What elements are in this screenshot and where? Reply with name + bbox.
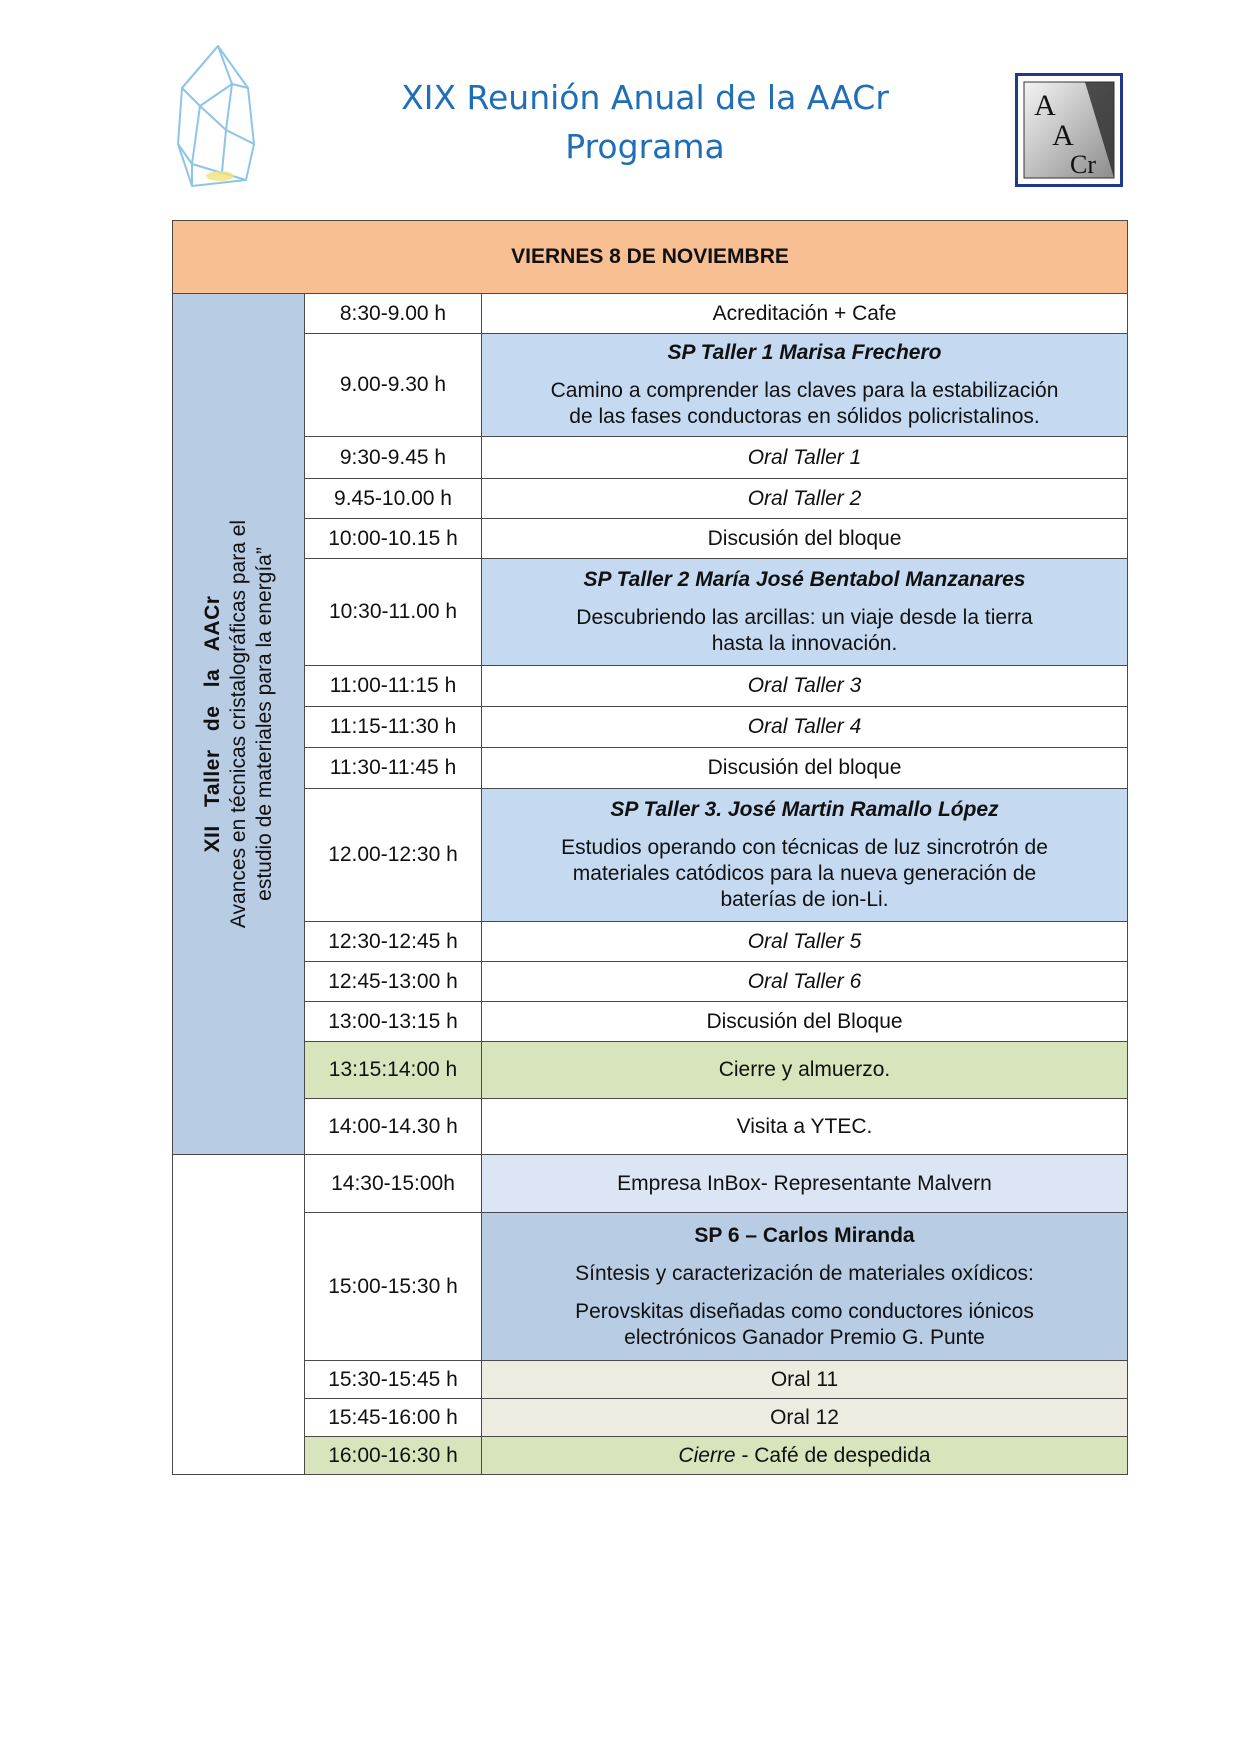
time-cell: 10:30-11.00 h [305, 559, 482, 666]
table-row [173, 666, 1128, 707]
table-row [173, 1399, 1128, 1437]
workshop-sidebar [173, 294, 305, 1155]
time-cell: 9.45-10.00 h [305, 479, 482, 519]
session-desc: baterías de ion-Li. [720, 888, 889, 911]
workshop-subtitle-line2: estudio de materiales para la energía” [252, 547, 276, 901]
session-title: SP Taller 2 María José Bentabol Manzanares [583, 568, 1026, 591]
activity-cell: Acreditación + Cafe [482, 294, 1128, 334]
time-cell: 14:30-15:00h [305, 1155, 482, 1213]
time-cell: 11:00-11:15 h [305, 666, 482, 707]
table-row [173, 1042, 1128, 1099]
activity-cell: Oral Taller 4 [482, 707, 1128, 748]
time-cell: 10:00-10.15 h [305, 519, 482, 559]
page-title: XIX Reunión Anual de la AACr [401, 78, 889, 117]
table-row [173, 1213, 1128, 1361]
table-row [173, 1437, 1128, 1475]
activity-cell: Oral Taller 1 [482, 437, 1128, 479]
activity-cell: Cierre y almuerzo. [482, 1042, 1128, 1099]
table-row [173, 922, 1128, 962]
time-cell: 12.00-12:30 h [305, 789, 482, 922]
time-cell: 16:00-16:30 h [305, 1437, 482, 1475]
activity-cell: Discusión del bloque [482, 748, 1128, 789]
session-cell [482, 559, 1128, 666]
time-cell: 15:30-15:45 h [305, 1361, 482, 1399]
logo-letter-cr: Cr [1070, 150, 1096, 179]
day-header: VIERNES 8 DE NOVIEMBRE [173, 221, 1128, 294]
session-desc: de las fases conductoras en sólidos policristalinos. [569, 405, 1040, 428]
time-cell: 9.00-9.30 h [305, 334, 482, 437]
session-desc: hasta la innovación. [711, 632, 898, 655]
activity-cell: Oral 11 [482, 1361, 1128, 1399]
workshop-subtitle-line1: Avances en técnicas cristalográficas para el [226, 519, 250, 929]
time-cell: 11:30-11:45 h [305, 748, 482, 789]
crystal-logo [170, 44, 266, 190]
table-row [173, 519, 1128, 559]
table-row [173, 294, 1128, 334]
time-cell: 15:00-15:30 h [305, 1213, 482, 1361]
time-cell: 11:15-11:30 h [305, 707, 482, 748]
time-cell: 8:30-9.00 h [305, 294, 482, 334]
time-cell: 12:45-13:00 h [305, 962, 482, 1002]
activity-cell: Oral Taller 3 [482, 666, 1128, 707]
activity-cell: Oral Taller 2 [482, 479, 1128, 519]
table-row [173, 479, 1128, 519]
table-row [173, 789, 1128, 922]
time-cell: 13:00-13:15 h [305, 1002, 482, 1042]
session-desc: electrónicos Ganador Premio G. Punte [624, 1325, 985, 1349]
table-row [173, 707, 1128, 748]
activity-cell: Oral 12 [482, 1399, 1128, 1437]
table-row [173, 1002, 1128, 1042]
session-title: SP Taller 3. José Martin Ramallo López [610, 798, 999, 821]
workshop-title: XII Taller de la AACr [200, 595, 224, 853]
session-desc: Camino a comprender las claves para la estabilización [550, 379, 1059, 402]
time-cell: 12:30-12:45 h [305, 922, 482, 962]
session-title: SP Taller 1 Marisa Frechero [667, 341, 942, 364]
session-cell [482, 1213, 1128, 1361]
session-cell [482, 334, 1128, 437]
time-cell: 9:30-9.45 h [305, 437, 482, 479]
closing-label: Cierre [678, 1443, 736, 1467]
session-desc: Síntesis y caracterización de materiales oxídicos: [575, 1261, 1034, 1285]
day-header-row [173, 221, 1128, 294]
activity-cell: Oral Taller 6 [482, 962, 1128, 1002]
table-row [173, 437, 1128, 479]
session-cell [482, 789, 1128, 922]
time-cell: 15:45-16:00 h [305, 1399, 482, 1437]
activity-cell: Empresa InBox- Representante Malvern [482, 1155, 1128, 1213]
logo-letter-a2: A [1052, 119, 1074, 152]
session-desc: Estudios operando con técnicas de luz sincrotrón de [561, 836, 1048, 859]
aacr-logo [1015, 73, 1123, 187]
activity-cell: Discusión del bloque [482, 519, 1128, 559]
schedule-table [172, 220, 1128, 1475]
page-subtitle: Programa [565, 127, 725, 166]
time-cell: 14:00-14.30 h [305, 1099, 482, 1155]
table-row [173, 559, 1128, 666]
time-cell: 13:15:14:00 h [305, 1042, 482, 1099]
logo-letter-a1: A [1034, 89, 1056, 122]
activity-cell [482, 1437, 1128, 1475]
table-row [173, 748, 1128, 789]
session-desc: Descubriendo las arcillas: un viaje desde la tierra [576, 606, 1033, 629]
table-row [173, 962, 1128, 1002]
table-row [173, 1361, 1128, 1399]
closing-text: - Café de despedida [735, 1443, 931, 1467]
activity-cell: Visita a YTEC. [482, 1099, 1128, 1155]
activity-cell: Discusión del Bloque [482, 1002, 1128, 1042]
session-title: SP 6 – Carlos Miranda [694, 1223, 915, 1247]
empty-sidebar [173, 1155, 305, 1475]
table-row [173, 1099, 1128, 1155]
table-row [173, 334, 1128, 437]
activity-cell: Oral Taller 5 [482, 922, 1128, 962]
session-desc: materiales catódicos para la nueva generación de [572, 862, 1037, 885]
session-desc: Perovskitas diseñadas como conductores iónicos [575, 1299, 1034, 1323]
table-row [173, 1155, 1128, 1213]
